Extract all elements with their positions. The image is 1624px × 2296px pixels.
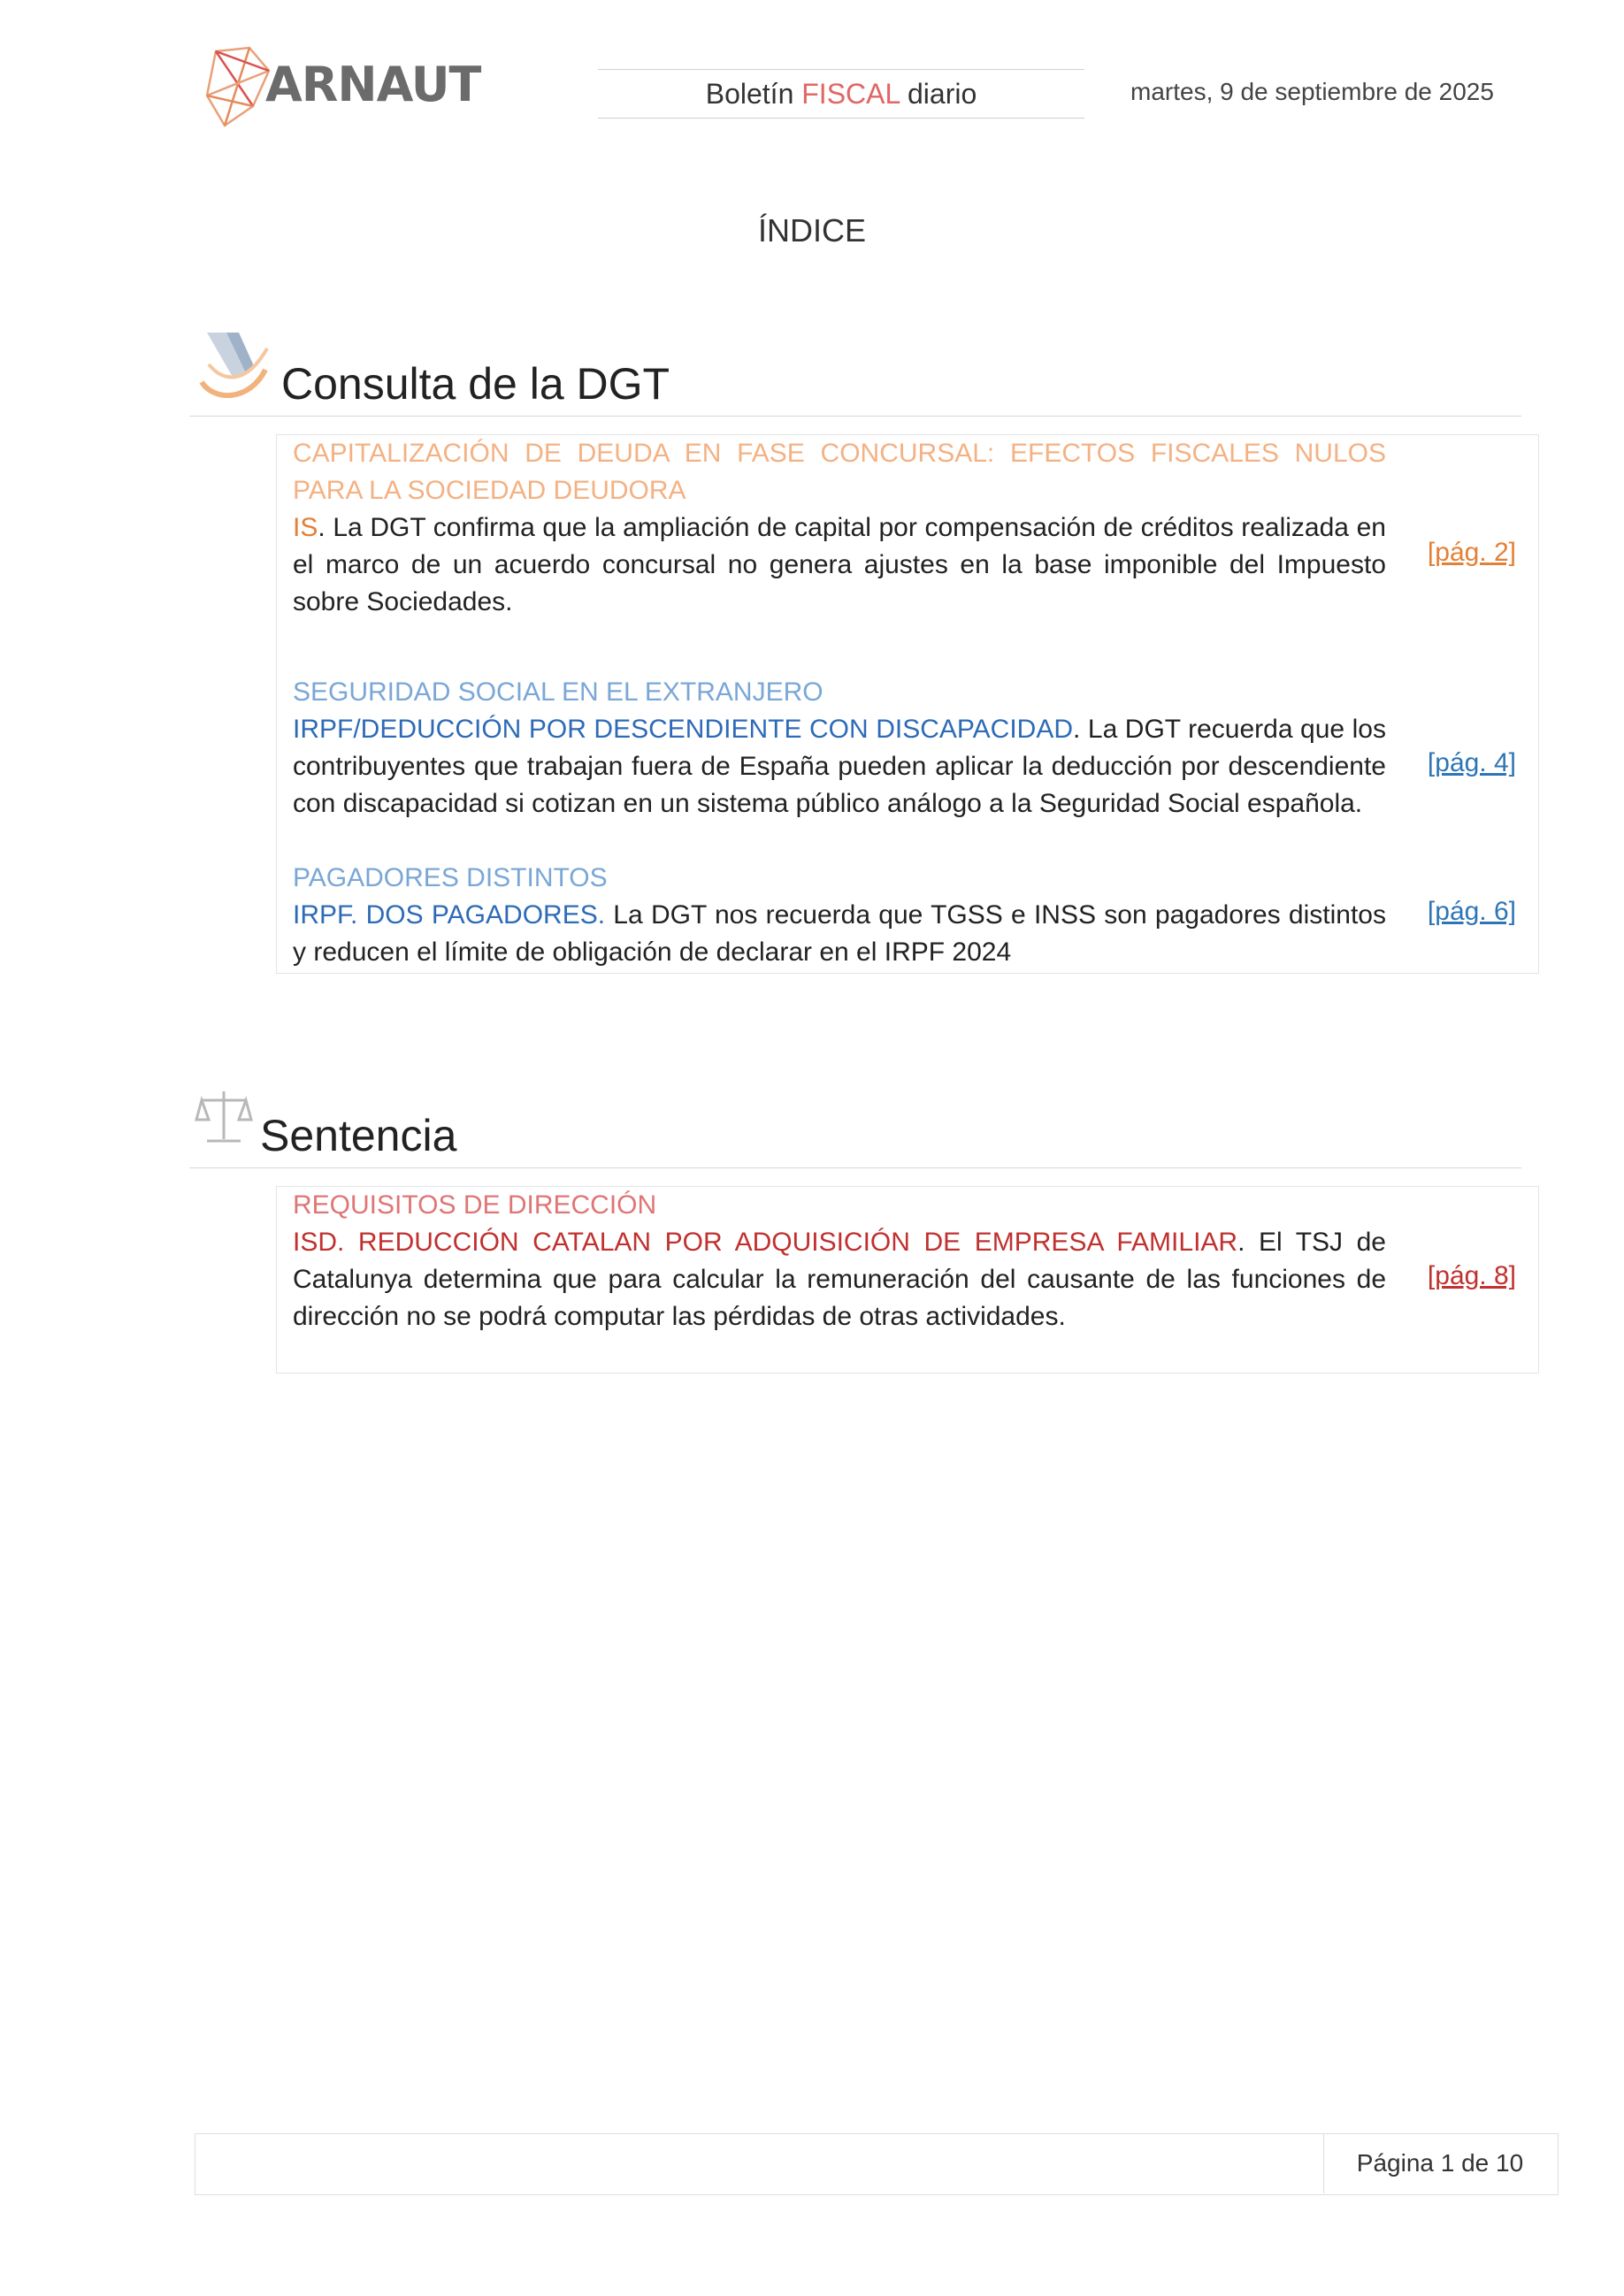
bulletin-title	[598, 69, 1084, 119]
page-link[interactable]: [pág. 4]	[1427, 748, 1516, 777]
tax-agency-icon	[196, 329, 272, 398]
section-divider	[189, 416, 1521, 417]
index-entry	[293, 860, 1386, 971]
entry-body: . La DGT recuerda que los contribuyentes que trabajan fuera de España pueden aplicar la deducción por descendiente con discapacidad si cotizan en un sistema público análogo a la Seguridad Social española.	[293, 715, 1386, 818]
index-entry	[293, 1187, 1386, 1336]
index-title: ÍNDICE	[757, 212, 866, 249]
entry-tax: IS	[293, 513, 318, 542]
logo-wordmark: ARNAUT	[265, 57, 481, 112]
bulletin-suffix: diario	[900, 78, 977, 110]
index-entry	[293, 435, 1386, 621]
entry-heading: PAGADORES DISTINTOS	[293, 863, 608, 892]
dgt-index-table	[276, 434, 1539, 974]
section-divider	[189, 1167, 1521, 1168]
entry-tax: IRPF. DOS PAGADORES.	[293, 900, 606, 930]
section-title-sentencia: Sentencia	[260, 1111, 457, 1160]
page-number: Página 1 de 10	[1356, 2149, 1524, 2177]
bulletin-prefix: Boletín	[705, 78, 802, 110]
entry-tax: ISD. REDUCCIÓN CATALAN POR ADQUISICIÓN DE EMPRESA FAMILIAR	[293, 1228, 1238, 1257]
bulletin-date: martes, 9 de septiembre de 2025	[1130, 78, 1494, 105]
entry-body: . El TSJ de Catalunya determina que para calcular la remuneración del causante de las funciones de dirección no se podrá computar las pérdidas de otras actividades.	[293, 1228, 1386, 1331]
sentencia-index-table	[276, 1186, 1539, 1374]
page-link[interactable]: [pág. 6]	[1427, 897, 1516, 926]
page-link[interactable]: [pág. 2]	[1427, 538, 1516, 567]
bulletin-highlight: FISCAL	[801, 78, 900, 110]
index-entry	[293, 674, 1386, 823]
page-link[interactable]: [pág. 8]	[1427, 1261, 1516, 1290]
entry-heading: REQUISITOS DE DIRECCIÓN	[293, 1190, 657, 1220]
section-title-dgt: Consulta de la DGT	[281, 359, 670, 409]
scales-of-justice-icon	[195, 1086, 253, 1148]
entry-tax: IRPF/DEDUCCIÓN POR DESCENDIENTE CON DISCAPACIDAD	[293, 715, 1074, 744]
entry-heading: CAPITALIZACIÓN DE DEUDA EN FASE CONCURSAL: EFECTOS FISCALES NULOS PARA LA SOCIEDAD DEUDORA	[293, 439, 1386, 505]
entry-body: . La DGT confirma que la ampliación de capital por compensación de créditos realizada en el marco de un acuerdo concursal no genera ajustes en la base imponible del Impuesto sobre Sociedades.	[293, 513, 1386, 616]
entry-heading: SEGURIDAD SOCIAL EN EL EXTRANJERO	[293, 677, 823, 707]
entry-body: La DGT nos recuerda que TGSS e INSS son pagadores distintos y reducen el límite de obligación de declarar en el IRPF 2024	[293, 900, 1386, 967]
